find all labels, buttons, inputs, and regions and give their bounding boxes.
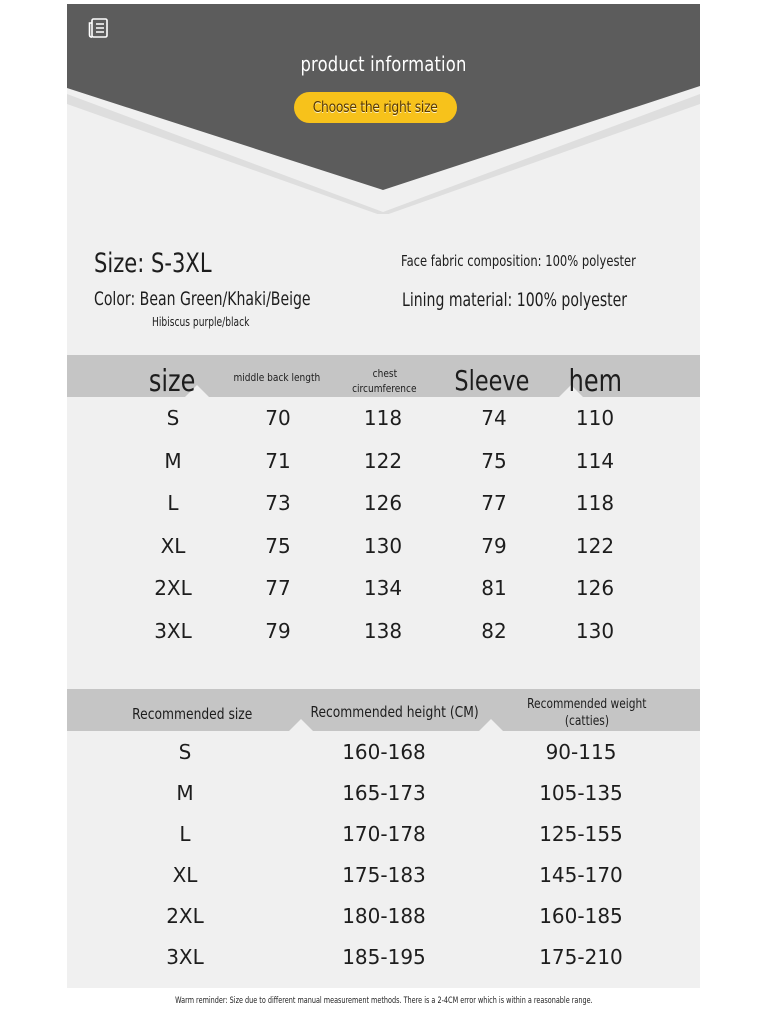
table-cell: 126 (575, 576, 615, 600)
table-cell: 74 (481, 406, 507, 430)
table-cell: 138 (363, 618, 403, 643)
table-cell: 90-115 (545, 740, 617, 764)
table-cell: 185-195 (342, 945, 426, 969)
lining-material: Lining material: 100% polyester (402, 289, 628, 311)
column-header-size: size (148, 364, 196, 399)
table-row-size-cell: 2XL (166, 904, 204, 928)
column-header-sleeve: Sleeve (454, 364, 530, 397)
choose-size-label: Choose the right size (313, 98, 438, 116)
table-cell: 71 (265, 448, 291, 473)
table-cell: 122 (363, 448, 403, 473)
table-row-size-cell: XL (160, 533, 186, 558)
color-options: Color: Bean Green/Khaki/Beige (94, 288, 311, 310)
warm-reminder: Warm reminder: Size due to different manual measurement methods. There is a 2-4CM error which is within a reasonable range. (174, 996, 593, 1006)
column-header-recommended-weight: Recommended weight (catties) (527, 697, 647, 729)
table-cell: 130 (363, 533, 403, 558)
table-cell: 75 (265, 533, 291, 558)
fabric-composition: Face fabric composition: 100% polyester (401, 252, 636, 270)
table-cell: 70 (265, 406, 291, 430)
table-cell: 81 (481, 576, 507, 600)
table-cell: 134 (363, 576, 403, 600)
table-row-size-cell: L (167, 491, 179, 515)
table-cell: 77 (481, 491, 507, 515)
table-row-size-cell: S (178, 740, 192, 764)
column-header-back-length: middle back length (233, 371, 321, 384)
table-cell: 125-155 (539, 822, 623, 846)
table-row-size-cell: 2XL (154, 576, 192, 600)
document-list-icon (87, 16, 111, 40)
table-cell: 175-183 (342, 863, 426, 887)
table-cell: 77 (265, 576, 291, 600)
size-range: Size: S-3XL (94, 248, 212, 279)
column-header-recommended-size: Recommended size (131, 705, 253, 723)
table-row-size-cell: L (179, 822, 191, 846)
table-row-size-cell: 3XL (166, 945, 204, 969)
table-row-size-cell: M (176, 781, 194, 805)
table-row-size-cell: 3XL (154, 618, 192, 643)
table-cell: 170-178 (342, 822, 426, 846)
table-cell: 175-210 (539, 945, 623, 969)
size-chart-page (67, 4, 700, 988)
page-title: product information (300, 52, 467, 76)
table-cell: 126 (363, 491, 403, 515)
table-cell: 73 (265, 491, 291, 515)
table-cell: 165-173 (342, 781, 426, 805)
table-cell: 79 (265, 618, 291, 643)
table-cell: 75 (481, 448, 507, 473)
table-cell: 118 (363, 406, 403, 430)
table-row-size-cell: XL (172, 863, 198, 887)
color-options-extra: Hibiscus purple/black (152, 315, 250, 329)
table-cell: 122 (575, 533, 615, 558)
column-header-chest: chest circumference (352, 367, 417, 395)
table-cell: 118 (575, 491, 615, 515)
table-row-size-cell: S (166, 406, 180, 430)
table-cell: 79 (481, 533, 507, 558)
table-cell: 130 (575, 618, 615, 643)
table-cell: 82 (481, 618, 507, 643)
table-cell: 114 (575, 448, 615, 473)
table-cell: 160-168 (342, 740, 426, 764)
column-header-recommended-height: Recommended height (CM) (310, 703, 479, 721)
table-row-size-cell: M (164, 448, 182, 473)
table-cell: 105-135 (539, 781, 623, 805)
column-header-hem: hem (568, 364, 622, 399)
table-cell: 180-188 (342, 904, 426, 928)
table-cell: 160-185 (539, 904, 623, 928)
choose-size-badge (294, 92, 457, 123)
table-cell: 145-170 (539, 863, 623, 887)
table-cell: 110 (575, 406, 615, 430)
